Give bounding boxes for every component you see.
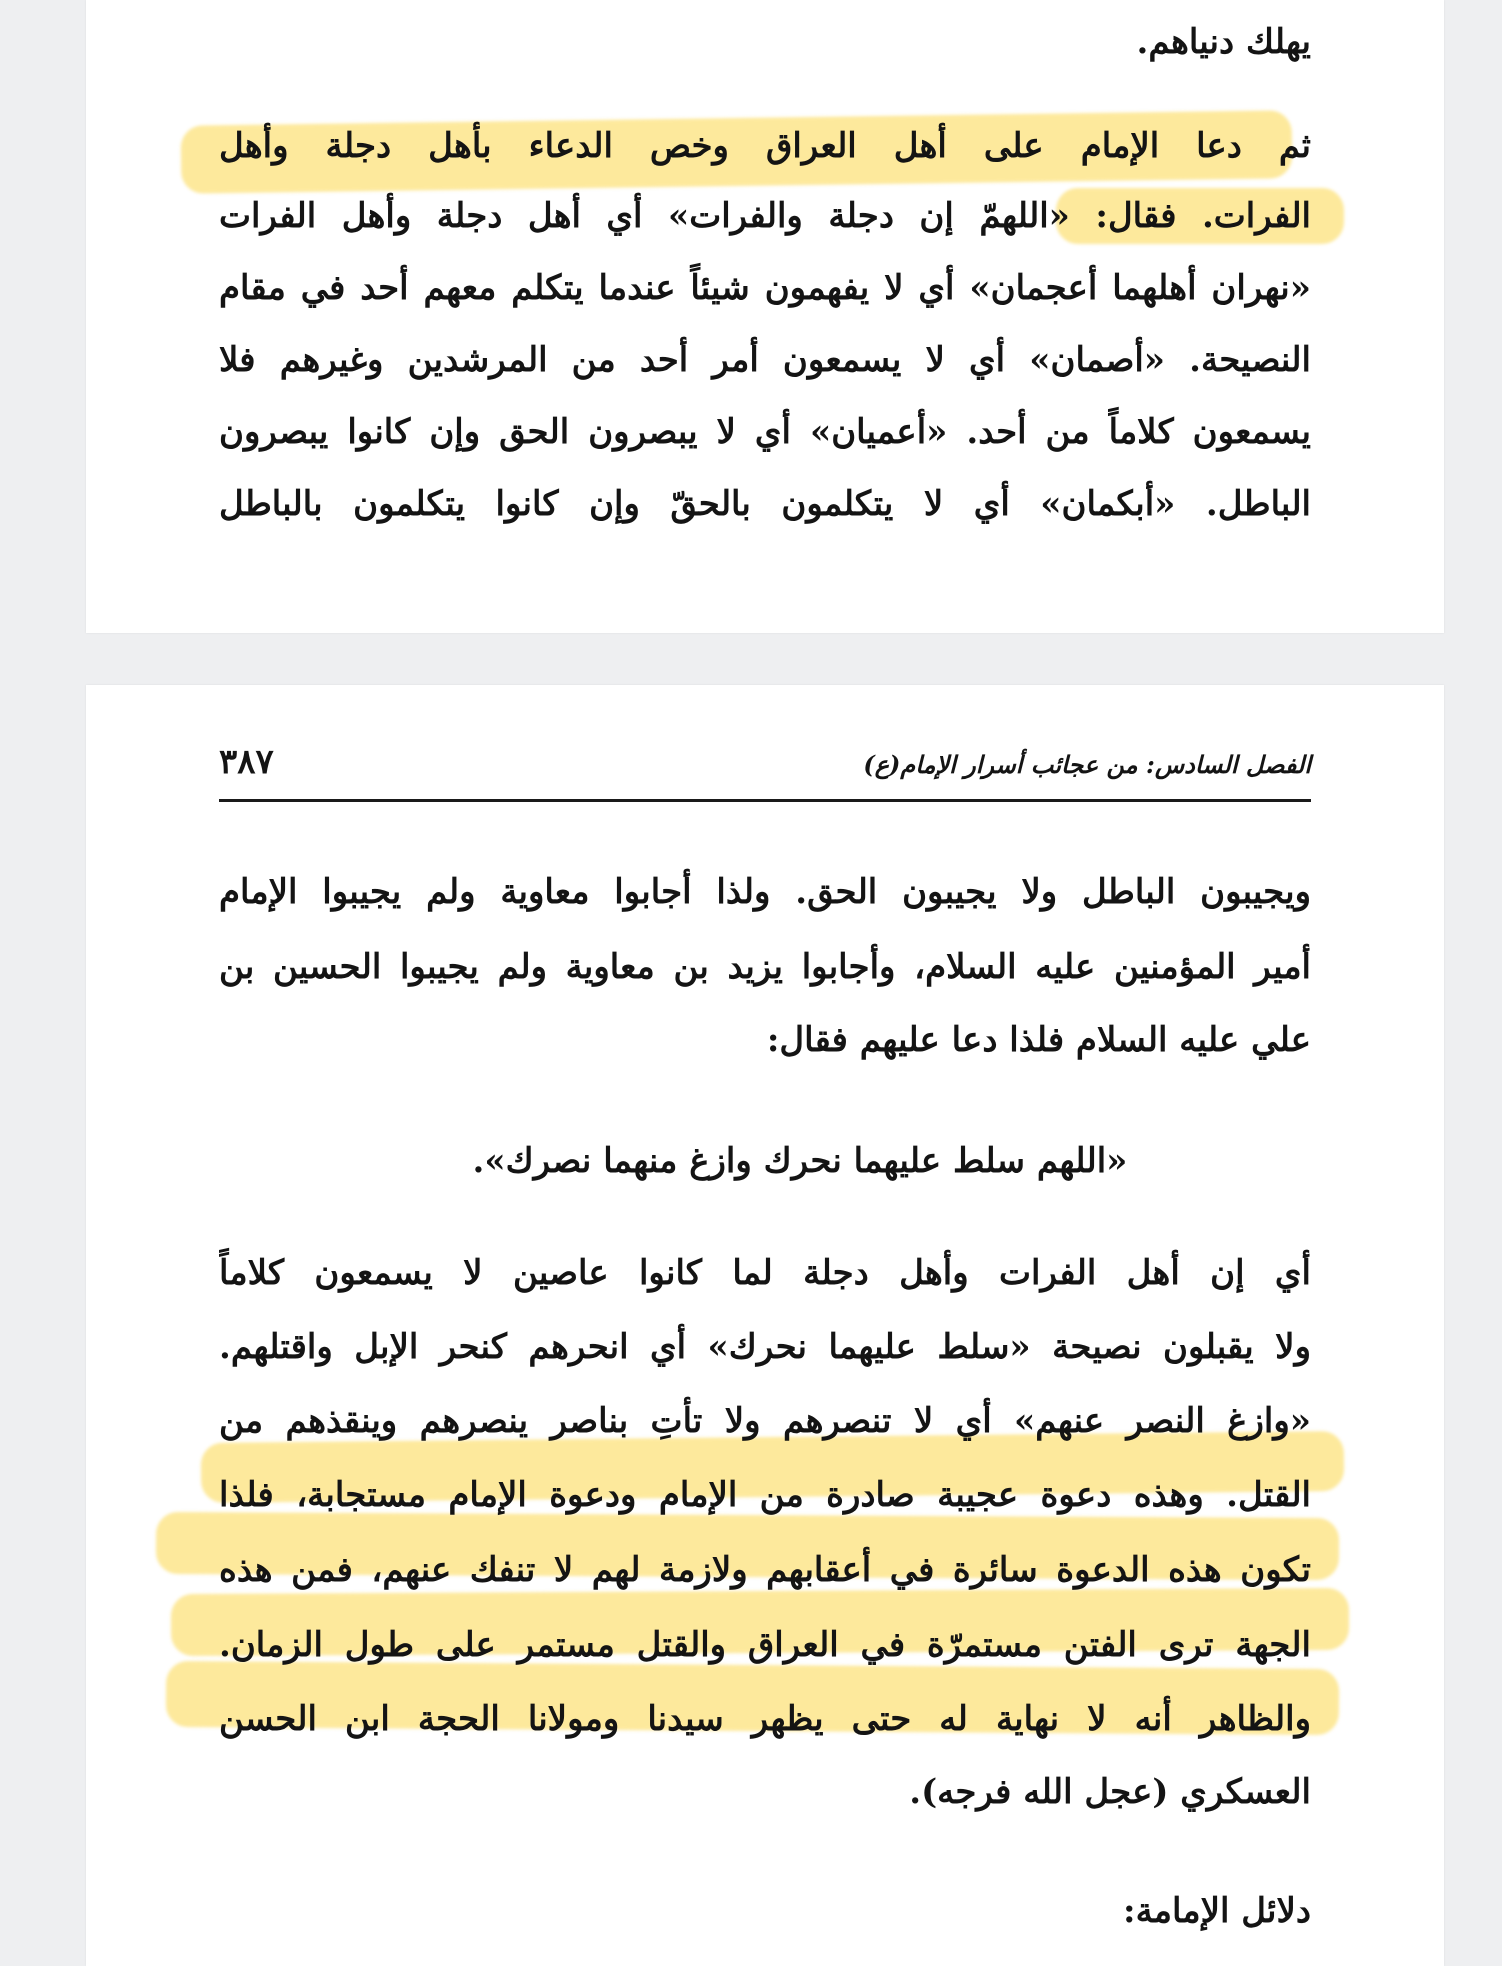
text-line: العسكري (عجل الله فرجه). [909, 1772, 1311, 1812]
bottom-page [86, 685, 1444, 1966]
header-rule [219, 799, 1311, 802]
text-line: أمير المؤمنين عليه السلام، وأجابوا يزيد بن معاوية ولم يجيبوا الحسين بن [219, 947, 1311, 987]
text-line: النصيحة. «أصمان» أي لا يسمعون أمر أحد من المرشدين وغيرهم فلا [219, 340, 1311, 380]
text-line: الجهة ترى الفتن مستمرّة في العراق والقتل مستمر على طول الزمان. [219, 1625, 1311, 1665]
text-line: الفرات. فقال: «اللهمّ إن دجلة والفرات» أي أهل دجلة وأهل الفرات [219, 196, 1311, 236]
running-head [219, 742, 1311, 792]
text-line: علي عليه السلام فلذا دعا عليهم فقال: [766, 1020, 1311, 1060]
text-line: «نهران أهلهما أعجمان» أي لا يفهمون شيئاً عندما يتكلم معهم أحد في مقام [219, 268, 1311, 308]
text-line: والظاهر أنه لا نهاية له حتى يظهر سيدنا ومولانا الحجة ابن الحسن [219, 1699, 1311, 1739]
text-line: يسمعون كلاماً من أحد. «أعميان» أي لا يبصرون الحق وإن كانوا يبصرون [219, 412, 1311, 452]
prayer-quote: «اللهم سلط عليهما نحرك وازغ منهما نصرك». [472, 1141, 1128, 1181]
text-line: ويجيبون الباطل ولا يجيبون الحق. ولذا أجابوا معاوية ولم يجيبوا الإمام [219, 872, 1311, 912]
text-line: «وازغ النصر عنهم» أي لا تنصرهم ولا تأتِ بناصر ينصرهم وينقذهم من [219, 1401, 1311, 1441]
text-line: يهلك دنياهم. [1136, 22, 1311, 62]
text-line: القتل. وهذه دعوة عجيبة صادرة من الإمام ودعوة الإمام مستجابة، فلذا [219, 1475, 1311, 1515]
text-line: تكون هذه الدعوة سائرة في أعقابهم ولازمة لهم لا تنفك عنهم، فمن هذه [219, 1550, 1311, 1590]
section-heading: دلائل الإمامة: [1123, 1891, 1311, 1931]
top-page [86, 0, 1444, 633]
text-line: ولا يقبلون نصيحة «سلط عليهما نحرك» أي انحرهم كنحر الإبل واقتلهم. [219, 1327, 1311, 1367]
text-line: الباطل. «أبكمان» أي لا يتكلمون بالحقّ وإن كانوا يتكلمون بالباطل [219, 484, 1311, 524]
text-line: أي إن أهل الفرات وأهل دجلة لما كانوا عاصين لا يسمعون كلاماً [219, 1253, 1311, 1293]
text-line: ثم دعا الإمام على أهل العراق وخص الدعاء بأهل دجلة وأهل [219, 126, 1311, 166]
page-number: ٣٨٧ [219, 742, 274, 782]
chapter-title: الفصل السادس: من عجائب أسرار الإمام(ع) [863, 750, 1311, 779]
